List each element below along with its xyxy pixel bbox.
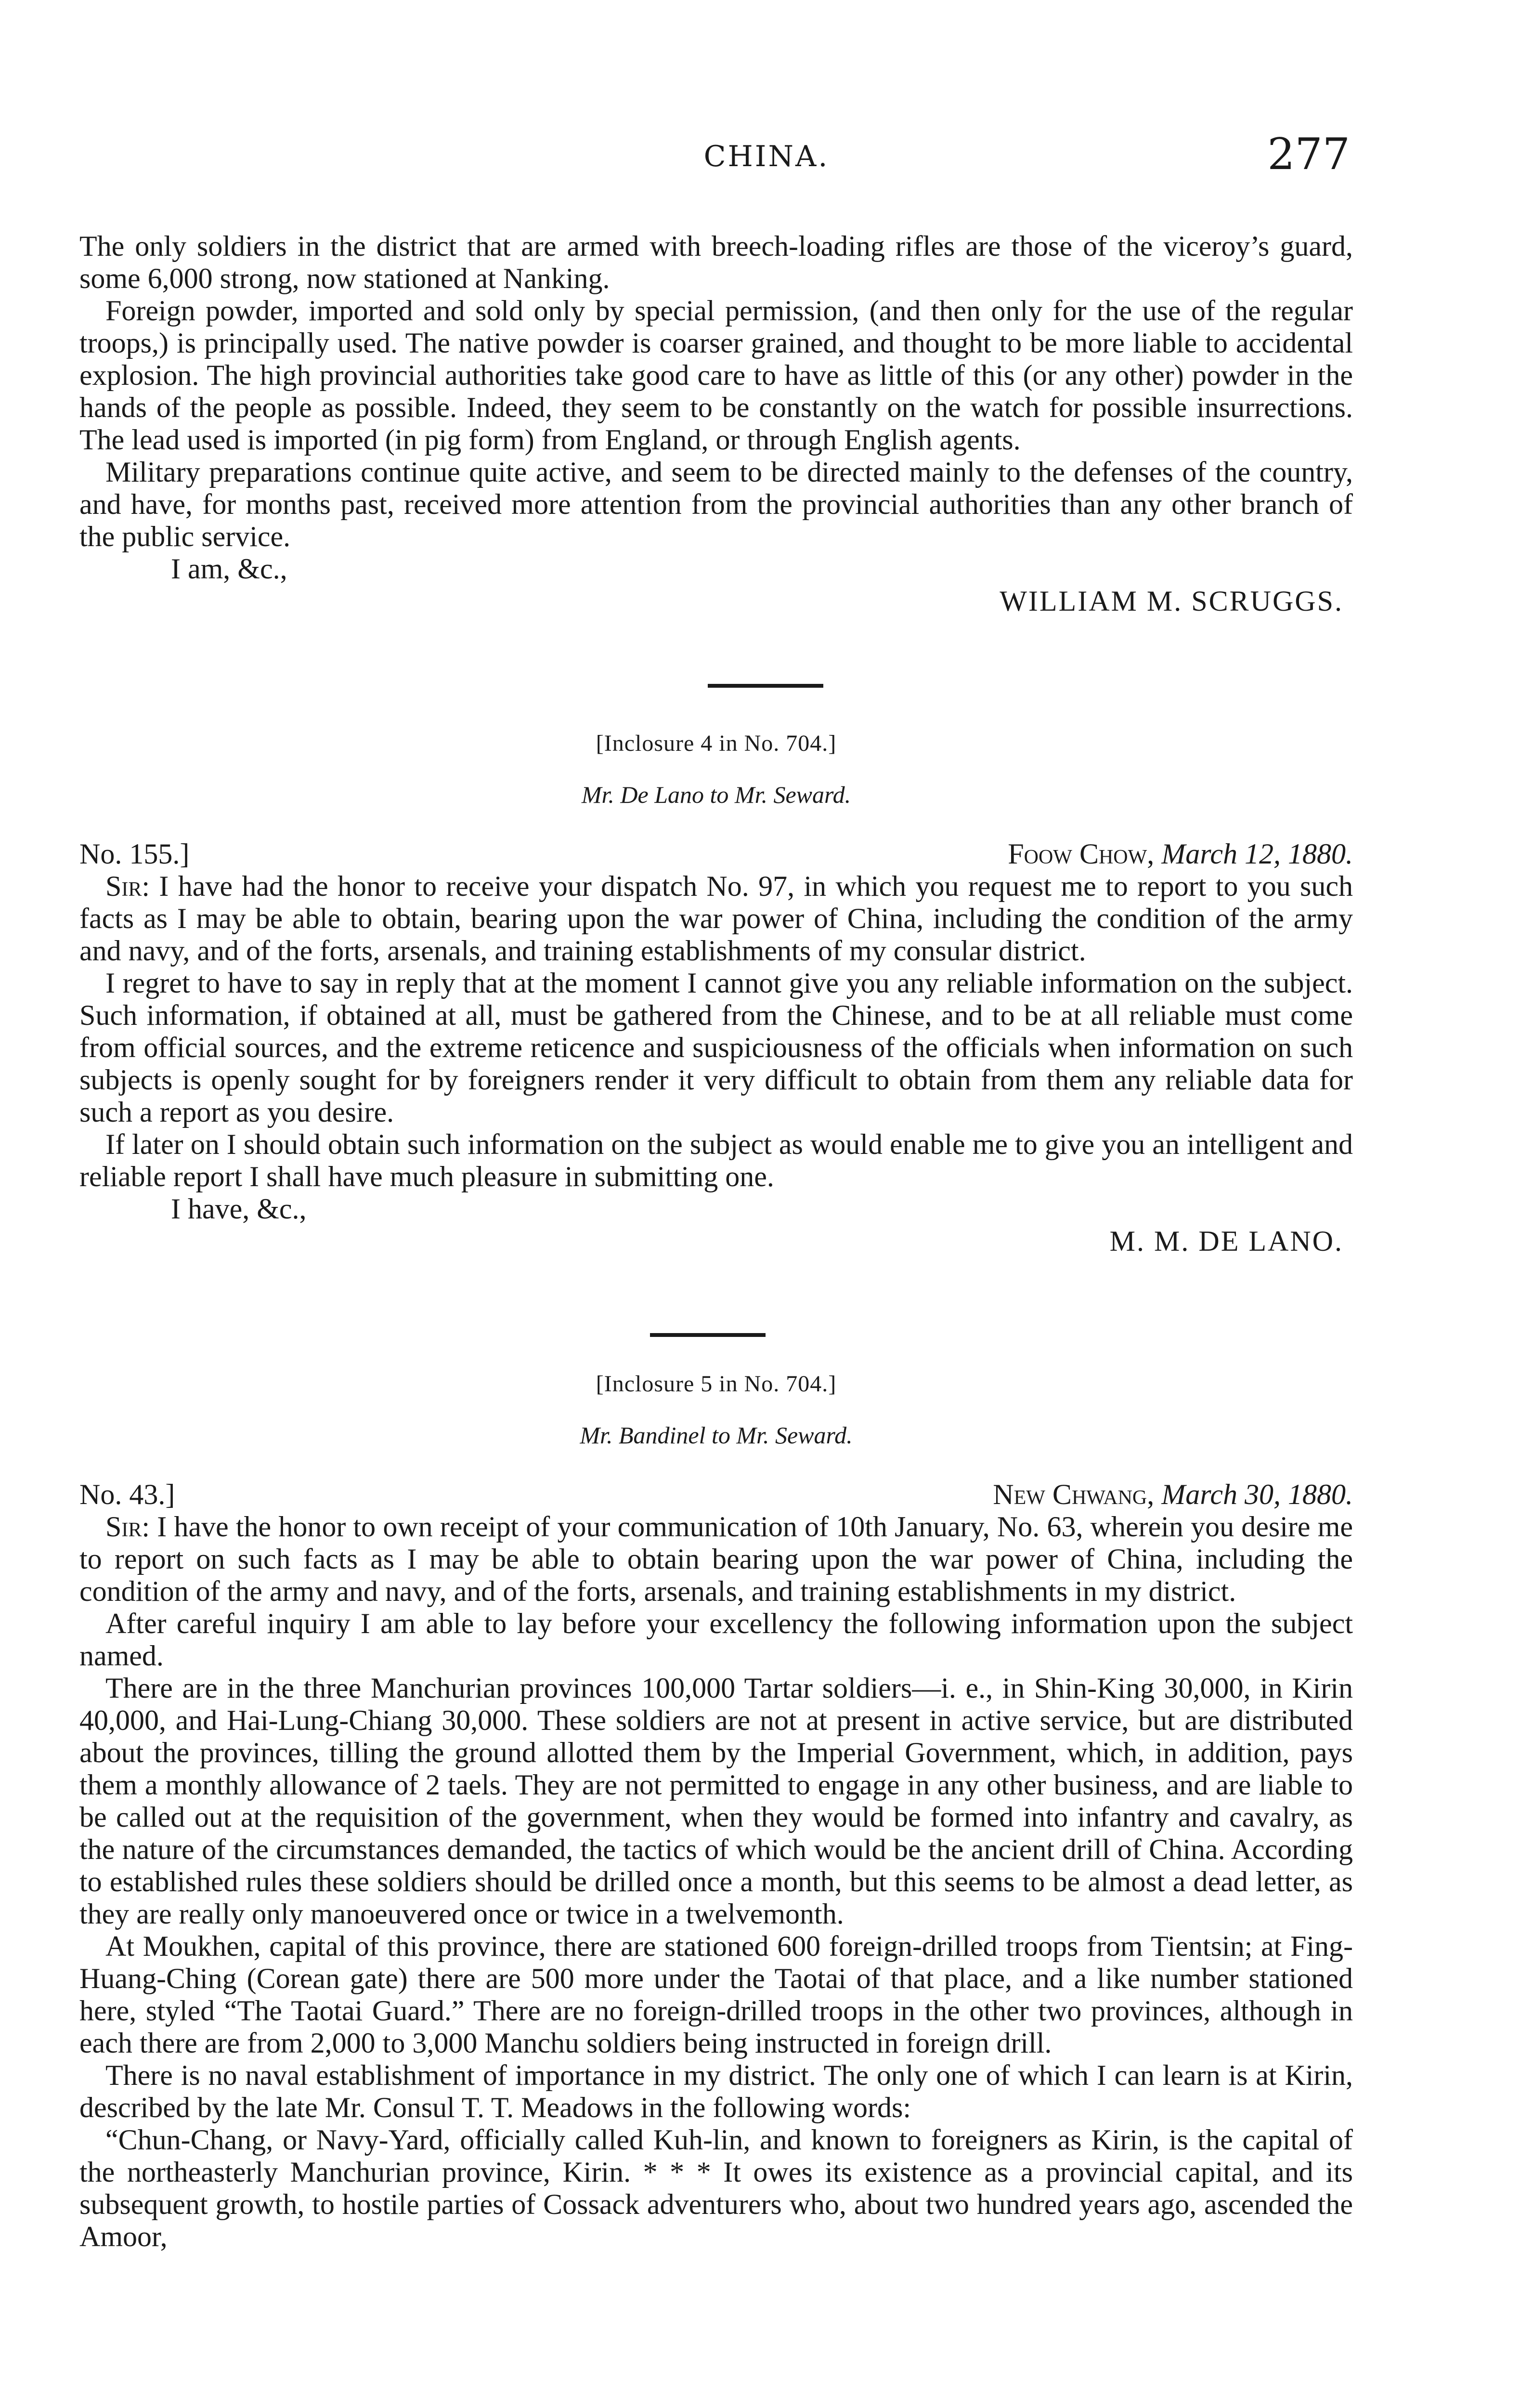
dateline xyxy=(79,1479,1353,1511)
letter-heading: Mr. De Lano to Mr. Seward. xyxy=(581,781,851,808)
running-title: CHINA. xyxy=(703,140,830,173)
salutation: Sir: xyxy=(105,1511,150,1543)
letter-heading: Mr. Bandinel to Mr. Seward. xyxy=(580,1422,853,1449)
paragraph: There are in the three Manchurian provinces 100,000 Tartar soldiers—i. e., in Shin-King 30,000, in Kirin 40,000, and Hai-Lung-Chiang 30,000. These soldiers are not at present in active service, but are distributed about the provinces, tilling the ground allotted them by the Imperial Government, which, in addition, pays them a monthly allowance of 2 taels. They are not permitted to engage in any other business, and are liable to be called out at the requisition of the government, when they would be formed into infantry and cavalry, as the nature of the circumstances demanded, the tactics of which would be the ancient drill of China. According to established rules these soldiers should be drilled once a month, but this seems to be almost a dead letter, as they are really only manoeuvered once or twice in a twelvemonth. xyxy=(79,1672,1353,1930)
closing: I have, &c., xyxy=(171,1193,307,1225)
dateline xyxy=(79,838,1353,870)
paragraph: I regret to have to say in reply that at the moment I cannot give you any reliable information on the subject. Such information, if obtained at all, must be gathered from the Chinese, and to be at all reliable must come from official sources, and the extreme reticence and suspiciousness of the officials when information on such subjects is openly sought for by foreigners render it very difficult to obtain from them any reliable data for such a report as you desire. xyxy=(79,967,1353,1128)
signature: WILLIAM M. SCRUGGS. xyxy=(1000,585,1343,617)
paragraph: Military preparations continue quite active, and seem to be directed mainly to the defenses of the country, and have, for months past, received more attention from the provincial authorities than any other branch of the public service. xyxy=(79,456,1353,552)
closing: I am, &c., xyxy=(171,553,287,585)
place-date xyxy=(993,1479,1353,1511)
section-divider xyxy=(650,1333,766,1337)
place: New Chwang, xyxy=(993,1479,1155,1510)
place: Foow Chow, xyxy=(1008,838,1155,870)
date: March 30, 1880. xyxy=(1161,1479,1353,1510)
dispatch-number: No. 155.] xyxy=(79,838,190,870)
place-date xyxy=(1008,838,1353,870)
letter-de-lano xyxy=(79,727,1353,1257)
paragraph: After careful inquiry I am able to lay before your excellency the following information upon the subject named. xyxy=(79,1608,1353,1672)
letter-scruggs xyxy=(79,230,1353,617)
paragraph: “Chun-Chang, or Navy-Yard, officially called Kuh-lin, and known to foreigners as Kirin, is the capital of the northeasterly Manchurian province, Kirin. * * * It owes its existence as a provincial capital, and its subsequent growth, to hostile parties of Cossack adventurers who, about two hundred years ago, ascended the Amoor, xyxy=(79,2124,1353,2252)
date: March 12, 1880. xyxy=(1161,838,1353,870)
salutation: Sir: xyxy=(105,870,150,902)
inclosure-label: [Inclosure 5 in No. 704.] xyxy=(596,1371,837,1397)
signature: M. M. DE LANO. xyxy=(1109,1225,1343,1257)
paragraph: If later on I should obtain such information on the subject as would enable me to give you an intelligent and reliable report I shall have much pleasure in submitting one. xyxy=(79,1128,1353,1192)
paragraph: Sir: I have the honor to own receipt of your communication of 10th January, No. 63, wherein you desire me to report on such facts as I may be able to obtain bearing upon the war power of China, including the condition of the army and navy, and of the forts, arsenals, and training establishments in my district. xyxy=(79,1511,1353,1607)
paragraph: At Moukhen, capital of this province, there are stationed 600 foreign-drilled troops from Tientsin; at Fing-Huang-Ching (Corean gate) there are 500 more under the Taotai of that place, and a like number stationed here, styled “The Taotai Guard.” There are no foreign-drilled troops in the other two provinces, although in each there are from 2,000 to 3,000 Manchu soldiers being instructed in foreign drill. xyxy=(79,1930,1353,2059)
letter-bandinel xyxy=(79,1368,1353,2253)
paragraph: There is no naval establishment of importance in my district. The only one of which I can learn is at Kirin, described by the late Mr. Consul T. T. Meadows in the following words: xyxy=(79,2059,1353,2123)
section-divider xyxy=(708,684,823,688)
paragraph: Sir: I have had the honor to receive your dispatch No. 97, in which you request me to report to you such facts as I may be able to obtain, bearing upon the war power of China, including the condition of the army and navy, and of the forts, arsenals, and training establishments of my consular district. xyxy=(79,870,1353,967)
inclosure-label: [Inclosure 4 in No. 704.] xyxy=(596,731,837,756)
paragraph: Foreign powder, imported and sold only by special permission, (and then only for the use of the regular troops,) is principally used. The native powder is coarser grained, and thought to be more liable to accidental explosion. The high provincial authorities take good care to have as little of this (or any other) powder in the hands of the people as possible. Indeed, they seem to be constantly on the watch for possible insurrections. The lead used is imported (in pig form) from England, or through English agents. xyxy=(79,295,1353,456)
page-number: 277 xyxy=(1267,129,1350,180)
dispatch-number: No. 43.] xyxy=(79,1479,175,1510)
paragraph: The only soldiers in the district that are armed with breech-loading rifles are those of the viceroy’s guard, some 6,000 strong, now stationed at Nanking. xyxy=(79,230,1353,294)
